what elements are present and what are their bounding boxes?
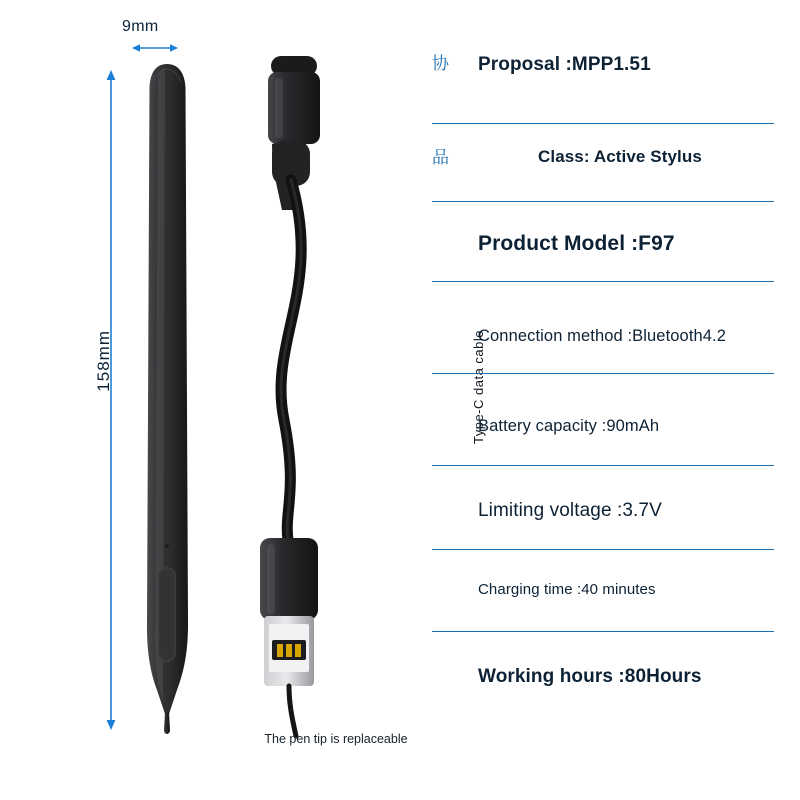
pen-tip-note: The pen tip is replaceable: [264, 732, 408, 746]
pen-diagram-panel: [0, 0, 230, 800]
height-dimension-arrow-icon: [104, 70, 118, 730]
cable-type-label: Type-C data cable: [471, 330, 486, 445]
spec-text-class: Class: Active Stylus: [538, 147, 702, 166]
spec-text-product-model: Product Model :F97: [478, 232, 675, 255]
spec-row-class: [432, 124, 774, 202]
spec-row-battery-capacity: [432, 374, 774, 466]
spec-text-charging-time: Charging time :40 minutes: [478, 581, 656, 598]
spec-cn-limiting-voltage: [432, 498, 478, 500]
spec-row-working-hours: [432, 632, 774, 712]
spec-cn-product-model: [432, 230, 478, 232]
spec-text-connection-method: Connection method :Bluetooth4.2: [478, 327, 727, 345]
spec-text-proposal: Proposal :MPP1.51: [478, 54, 651, 75]
pen-width-label: 9mm: [122, 18, 159, 35]
spec-cn-connection-method: [432, 326, 478, 328]
spec-row-product-model: [432, 202, 774, 282]
spec-cn-working-hours: [432, 664, 478, 666]
spec-row-connection-method: [432, 282, 774, 374]
spec-cn-battery-capacity: [432, 416, 478, 418]
spec-cn-class: 品: [432, 148, 449, 167]
spec-row-proposal: [432, 36, 774, 124]
stylus-pen-illustration: [139, 62, 195, 734]
spec-text-battery-capacity: Battery capacity :90mAh: [478, 417, 660, 435]
width-dimension-arrow-icon: [132, 42, 178, 54]
spec-text-working-hours: Working hours :80Hours: [478, 666, 702, 687]
cable-diagram-panel: [228, 0, 486, 800]
spec-row-limiting-voltage: [432, 466, 774, 550]
usb-c-cable-illustration: [228, 40, 418, 740]
spec-text-limiting-voltage: Limiting voltage :3.7V: [478, 500, 662, 521]
spec-row-charging-time: [432, 550, 774, 632]
spec-cn-proposal: 协: [432, 54, 449, 73]
specification-list: [432, 36, 774, 712]
spec-cn-charging-time: [432, 580, 478, 582]
pen-length-label: 158mm: [94, 330, 113, 392]
